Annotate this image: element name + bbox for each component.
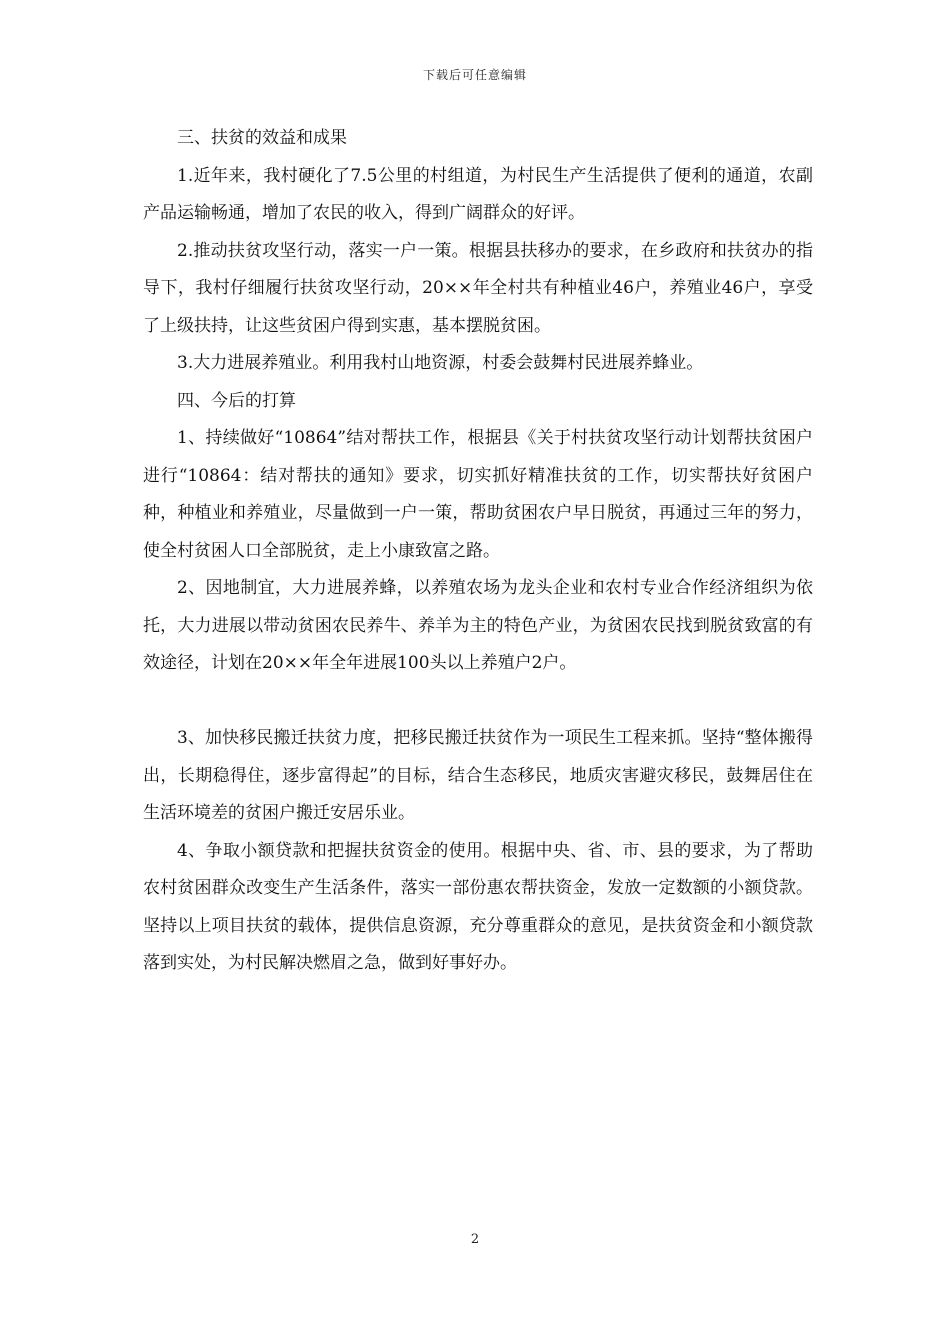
paragraph-poverty-action: 2.推动扶贫攻坚行动，落实一户一策。根据县扶移办的要求，在乡政府和扶贫办的指导下，我村仔细履行扶贫攻坚行动，20××年全村共有种植业46户，养殖业46户，享受了上级扶持，让这些贫困户得到实惠，基本摆脱贫困。 [143,240,813,336]
paragraph-relocation: 3、加快移民搬迁扶贫力度，把移民搬迁扶贫作为一项民生工程来抓。坚持“整体搬得出，长期稳得住，逐步富得起”的目标，结合生态移民，地质灾害避灾移民，鼓舞居住在生活环境差的贫困户搬迁安居乐业。 [143,728,813,823]
paragraph-spacer [143,683,813,721]
page-header: 下载后可任意编辑 [422,68,527,82]
paragraph-microloans: 4、争取小额贷款和把握扶贫资金的使用。根据中央、省、市、县的要求，为了帮助农村贫困群众改变生产生活条件，落实一部份惠农帮扶资金，发放一定数额的小额贷款。坚持以上项目扶贫的载体，提供信息资源，充分尊重群众的意见，是扶贫资金和小额贷款落到实处，为村民解决燃眉之急，做到好事好办。 [143,840,813,973]
page-number: 2 [470,1232,480,1247]
paragraph-livestock: 2、因地制宜，大力进展养蜂，以养殖农场为龙头企业和农村专业合作经济组织为依托，大力进展以带动贫困农民养牛、养羊为主的特色产业，为贫困农民找到脱贫致富的有效途径，计划在20××年全年进展100头以上养殖户2户。 [143,578,813,673]
paragraph-beekeeping: 3.大力进展养殖业。利用我村山地资源，村委会鼓舞村民进展养蜂业。 [177,353,704,373]
document-body [143,120,813,983]
paragraph-roads: 1.近年来，我村硬化了7.5公里的村组道，为村民生产生活提供了便利的通道，农副产品运输畅通，增加了农民的收入，得到广阔群众的好评。 [143,165,813,223]
section-heading-benefits: 三、扶贫的效益和成果 [177,128,347,148]
paragraph-pairing-assistance: 1、持续做好“10864”结对帮扶工作，根据县《关于村扶贫攻坚行动计划帮扶贫困户进行“10864：结对帮扶的通知》要求，切实抓好精准扶贫的工作，切实帮扶好贫困户种，种植业和养殖业，尽量做到一户一策，帮助贫困农户早日脱贫，再通过三年的努力，使全村贫困人口全部脱贫，走上小康致富之路。 [143,428,813,561]
section-heading-plans: 四、今后的打算 [177,390,296,411]
